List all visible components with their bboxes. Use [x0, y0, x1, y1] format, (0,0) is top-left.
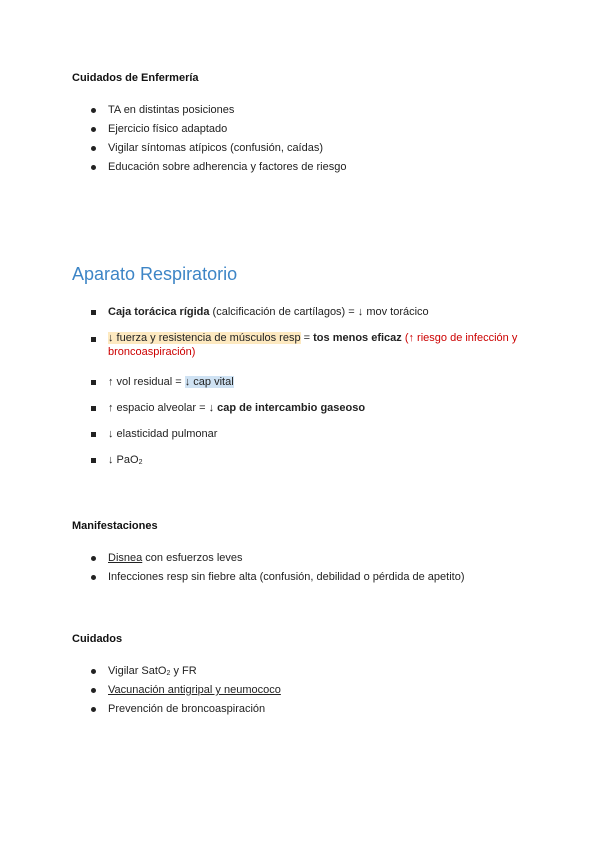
bullet-icon — [91, 165, 96, 170]
underlined-text: Disnea — [108, 552, 143, 564]
section-heading-manifestaciones: Manifestaciones — [72, 520, 158, 532]
item-text: con esfuerzos leves — [142, 552, 243, 564]
list-item — [108, 551, 243, 565]
list-item — [108, 375, 234, 389]
section-heading-respiratorio: Aparato Respiratorio — [72, 264, 238, 284]
subscript: 2 — [138, 459, 143, 466]
subscript: 2 — [166, 670, 171, 677]
square-bullet-icon — [91, 458, 96, 463]
list-item — [108, 305, 429, 319]
item-text: y FR — [170, 665, 197, 677]
square-bullet-icon — [91, 432, 96, 437]
list-item: Prevención de broncoaspiración — [108, 703, 266, 715]
red-text: (↑ riesgo de infección y broncoaspiración) — [108, 332, 518, 358]
item-text: ↓ PaO — [108, 454, 139, 466]
square-bullet-icon — [91, 310, 96, 315]
list-item: Infecciones resp sin fiebre alta (confusión, debilidad o pérdida de apetito) — [108, 571, 465, 583]
item-text: ↑ espacio alveolar = ↓ — [108, 402, 218, 414]
list-item: TA en distintas posiciones — [108, 104, 235, 116]
list-item: Educación sobre adherencia y factores de riesgo — [108, 161, 347, 173]
highlighted-text: ↓ fuerza y resistencia de músculos resp — [108, 332, 301, 344]
item-text: (calcificación de cartílagos) = ↓ mov torácico — [209, 306, 429, 318]
bullet-icon — [91, 146, 96, 151]
item-text: ↑ vol residual = — [108, 376, 185, 388]
bullet-icon — [91, 575, 96, 580]
list-item: Ejercicio físico adaptado — [108, 123, 228, 135]
list-item — [108, 664, 197, 681]
bold-text: Caja torácica rígida — [108, 306, 210, 318]
bold-text: cap de intercambio gaseoso — [217, 402, 366, 414]
item-text: Vigilar SatO — [108, 665, 167, 677]
square-bullet-icon — [91, 406, 96, 411]
list-item: ↓ elasticidad pulmonar — [108, 428, 218, 440]
item-text: = — [300, 332, 314, 344]
section-heading-enfermeria: Cuidados de Enfermería — [72, 72, 199, 84]
bold-text: tos menos eficaz — [313, 332, 402, 344]
list-item: Vigilar síntomas atípicos (confusión, caídas) — [108, 142, 324, 154]
bullet-icon — [91, 556, 96, 561]
list-item: Vacunación antigripal y neumococo — [108, 684, 281, 696]
highlighted-text: ↓ cap vital — [184, 376, 234, 388]
section-heading-cuidados: Cuidados — [72, 633, 123, 645]
bullet-icon — [91, 669, 96, 674]
square-bullet-icon — [91, 380, 96, 385]
list-item — [108, 401, 365, 415]
list-item — [108, 331, 528, 359]
bullet-icon — [91, 688, 96, 693]
bullet-icon — [91, 108, 96, 113]
square-bullet-icon — [91, 337, 96, 342]
bullet-icon — [91, 707, 96, 712]
bullet-icon — [91, 127, 96, 132]
list-item — [108, 453, 142, 470]
